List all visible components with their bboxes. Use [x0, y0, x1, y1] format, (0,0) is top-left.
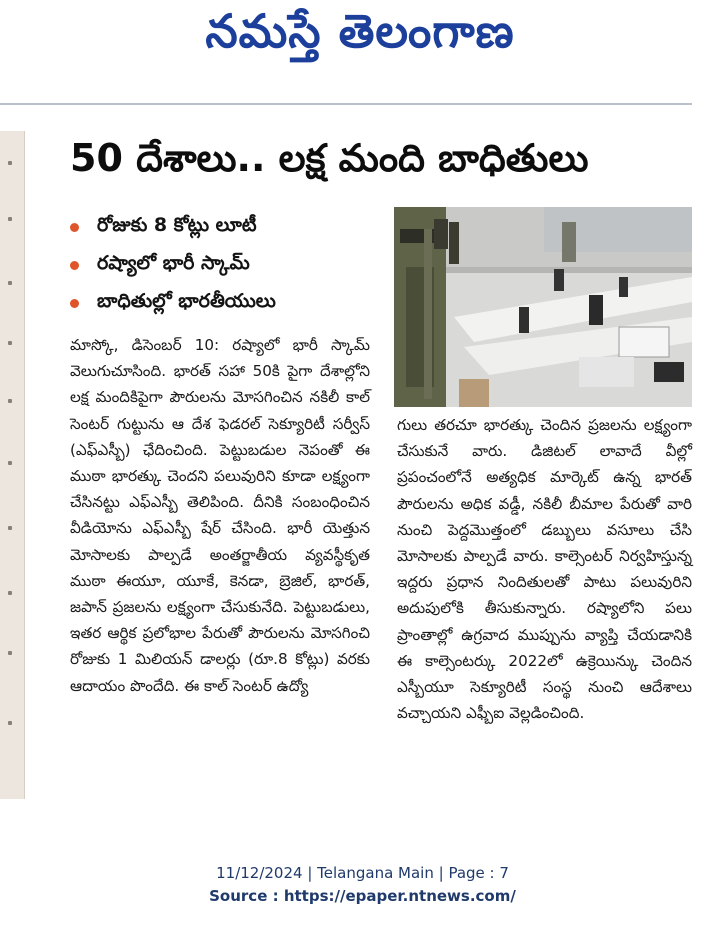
- footer-date-edition: 11/12/2024 | Telangana Main | Page : 7: [216, 864, 509, 882]
- masthead-divider: [0, 103, 692, 105]
- article-headline: 50 దేశాలు.. లక్ష మంది బాధితులు: [70, 136, 589, 180]
- article-paragraph: మాస్కో, డిసెంబర్ 10: రష్యాలో భారీ స్కామ్ వెలుగుచూసింది. భారత్ సహా 50కి పైగా దేశాల్లోని లక్ష మందికిపైగా పౌరులను మోసగించిన నకిలీ కాల్ సెంటర్ గుట్టును ఆ దేశ ఫెడరల్ సెక్యూరిటీ సర్వీస్ (ఎఫ్ఎస్బీ) ఛేదించింది. పెట్టుబడుల నెపంతో ఈ ముఠా భారత్కు చెందని పలువురిని కూడా లక్ష్యంగా చేసినట్టు ఎఫ్ఎస్బీ తెలిపింది. దీనికి సంబంధించిన వీడియోను ఎఫ్ఎస్బీ షేర్ చేసింది. భారీ యెత్తున మోసాలకు పాల్పడే అంతర్జాతీయ వ్యవస్థీకృత ముఠా ఈయూ, యూకే, కెనడా, బ్రెజిల్, భారత్, జపాన్ ప్రజలను లక్ష్యంగా చేసుకునేది. పెట్టుబడులు, ఇతర ఆర్థిక ప్రలోభాల పేరుతో పౌరులను మోసగించి రోజుకు 1 మిలియన్ డాలర్లు (రూ.8 కోట్లు) వరకు ఆదాయం పొందేది. ఈ కాల్ సెంటర్ ఉద్యో: [70, 336, 370, 695]
- highlight-item: [70, 284, 380, 322]
- footer-source: Source : https://epaper.ntnews.com/: [209, 887, 516, 905]
- article-body-right-column: [397, 412, 692, 726]
- article-paragraph: గులు తరచూ భారత్కు చెందిన ప్రజలను లక్ష్యంగా చేసుకునే వారు. డిజిటల్ లావాదే వీల్లో ప్రపంచంలోనే అత్యధిక మార్కెట్ ఉన్న భారత్ పౌరులను అధిక వడ్డీ, నకిలీ బీమాల పేరుతో వారి నుంచి పెద్దమొత్తంలో డబ్బులు వసూలు చేసి మోసాలకు పాల్పడే వారు. కాల్సెంటర్ నిర్వహిస్తున్న ఇద్దరు ప్రధాన నిందితులతో పాటు పలువురిని అదుపులోకి తీసుకున్నారు. రష్యాలోని పలు ప్రాంతాల్లో ఉగ్రవాద ముప్పును వ్యాప్తి చేయడానికి ఈ కాల్సెంటర్కు 2022లో ఉక్రెయిన్కు చెందిన ఎస్బీయూ సెక్యూరిటీ సంస్థ నుంచి ఆదేశాలు వచ్చాయని ఎఫ్బీఐ వెల్లడించింది.: [397, 416, 692, 723]
- bullet-icon: [70, 223, 79, 232]
- bullet-icon: [70, 299, 79, 308]
- highlight-text: రోజుకు 8 కోట్లు లూటీ: [97, 213, 257, 236]
- bullet-icon: [70, 261, 79, 270]
- highlight-item: [70, 246, 380, 284]
- article-photo: [394, 207, 692, 407]
- highlight-text: బాధితుల్లో భారతీయులు: [97, 289, 276, 312]
- article-body-left-column: [70, 332, 370, 699]
- adjacent-column-strip: [0, 131, 25, 799]
- highlight-text: రష్యాలో భారీ స్కామ్: [97, 251, 250, 274]
- highlights-list: [70, 208, 380, 322]
- call-center-raid-photo: [394, 207, 692, 407]
- masthead: [0, 0, 725, 100]
- highlight-item: [70, 208, 380, 246]
- newspaper-title: నమస్తే తెలంగాణ: [205, 4, 515, 58]
